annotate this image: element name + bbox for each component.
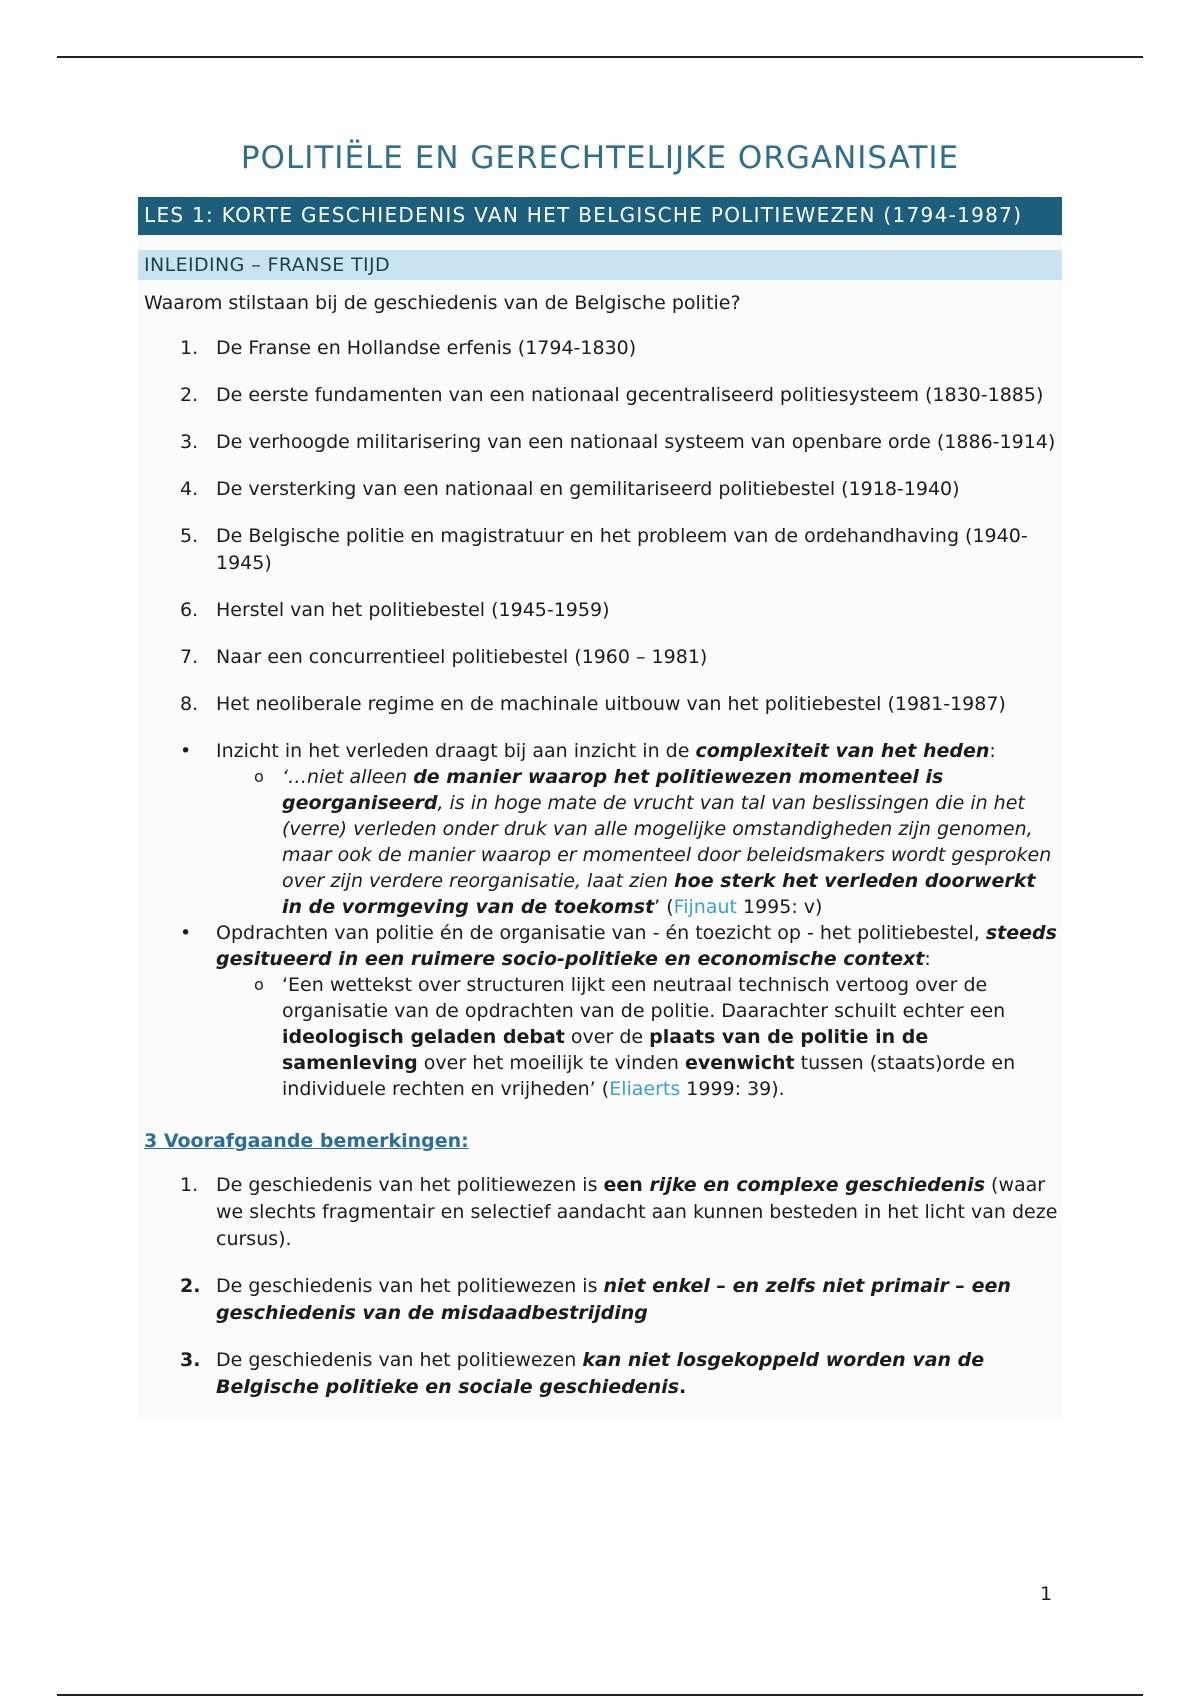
bullet-item: • Inzicht in het verleden draagt bij aan inzicht in de complexiteit van het heden: o ‘…niet alleen de manier waarop het politiewezen momenteel is georganiseerd, is in hoge mate de vrucht van tal van beslissingen die in het (verre) verleden onder druk van alle mogelijke omstandigheden zijn genomen, maar ook de manier waarop er momenteel door beleidsmakers wordt gesproken over zijn verdere reorganisatie, laat zien hoe sterk het verleden doorwerkt in de vormgeving van de toekomst’ (Fijnaut 1995: v): [138, 738, 1062, 920]
section-heading: INLEIDING – FRANSE TIJD: [138, 250, 1062, 280]
list-item: 8. Het neoliberale regime en de machinale uitbouw van het politiebestel (1981-1987): [180, 693, 1006, 715]
document-body: [138, 197, 1062, 1421]
bullet-icon: •: [180, 740, 192, 762]
circle-bullet-icon: o: [254, 767, 264, 786]
list-item: 7. Naar een concurrentieel politiebestel (1960 – 1981): [180, 646, 708, 668]
list-item: 3. De geschiedenis van het politiewezen kan niet losgekoppeld worden van de Belgische politieke en sociale geschiedenis.: [180, 1349, 985, 1398]
bullet-list: [138, 738, 1062, 1102]
page-number: 1: [1040, 1583, 1053, 1605]
intro-question: Waarom stilstaan bij de geschiedenis van de Belgische politie?: [144, 292, 741, 314]
bullet-icon: •: [180, 922, 192, 944]
list-item: 3. De verhoogde militarisering van een nationaal systeem van openbare orde (1886-1914): [180, 431, 1056, 453]
quote-fijnaut: o ‘…niet alleen de manier waarop het politiewezen momenteel is georganiseerd, is in hoge mate de vrucht van tal van beslissingen die in het (verre) verleden onder druk van alle mogelijke omstandigheden zijn genomen, maar ook de manier waarop er momenteel door beleidsmakers wordt gesproken over zijn verdere reorganisatie, laat zien hoe sterk het verleden doorwerkt in de vormgeving van de toekomst’ (Fijnaut 1995: v): [254, 766, 1052, 918]
citation-link[interactable]: Fijnaut: [673, 896, 737, 918]
list-item: 1. De Franse en Hollandse erfenis (1794-1830): [180, 337, 637, 359]
circle-bullet-icon: o: [254, 975, 264, 994]
citation-link[interactable]: Eliaerts: [609, 1078, 681, 1100]
page-title: POLITIËLE EN GERECHTELIJKE ORGANISATIE: [240, 140, 960, 176]
list-item: 6. Herstel van het politiebestel (1945-1959): [180, 599, 610, 621]
list-item: 2. De geschiedenis van het politiewezen is niet enkel – en zelfs niet primair – een geschiedenis van de misdaadbestrijding: [180, 1275, 1011, 1324]
bullet-item: • Opdrachten van politie én de organisatie van - én toezicht op - het politiebestel, steeds gesitueerd in een ruimere socio-politieke en economische context: o ‘Een wettekst over structuren lijkt een neutraal technisch vertoog over de organisatie van de opdrachten van de politie. Daarachter schuilt echter een ideologisch geladen debat over de plaats van de politie in de samenleving over het moeilijk te vinden evenwicht tussen (staats)orde en individuele rechten en vrijheden’ (Eliaerts 1999: 39).: [138, 920, 1062, 1102]
list-item: 4. De versterking van een nationaal en gemilitariseerd politiebestel (1918-1940): [180, 478, 960, 500]
remarks-heading: 3 Voorafgaande bemerkingen:: [144, 1130, 469, 1152]
period-list: [138, 335, 1062, 718]
remarks-list: [138, 1172, 1062, 1401]
list-item: 1. De geschiedenis van het politiewezen is een rijke en complexe geschiedenis (waar we slechts fragmentair en selectief aandacht aan kunnen besteden in het licht van deze cursus).: [180, 1174, 1058, 1250]
quote-eliaerts: o ‘Een wettekst over structuren lijkt een neutraal technisch vertoog over de organisatie van de opdrachten van de politie. Daarachter schuilt echter een ideologisch geladen debat over de plaats van de politie in de samenleving over het moeilijk te vinden evenwicht tussen (staats)orde en individuele rechten en vrijheden’ (Eliaerts 1999: 39).: [254, 974, 1016, 1100]
footer-rule: [57, 1694, 1143, 1696]
list-item: 2. De eerste fundamenten van een nationaal gecentraliseerd politiesysteem (1830-1885): [180, 384, 1044, 406]
lesson-heading: LES 1: KORTE GESCHIEDENIS VAN HET BELGISCHE POLITIEWEZEN (1794-1987): [138, 197, 1062, 235]
header-rule: [57, 56, 1143, 58]
list-item: 5. De Belgische politie en magistratuur en het probleem van de ordehandhaving (1940-1945): [180, 525, 1028, 574]
